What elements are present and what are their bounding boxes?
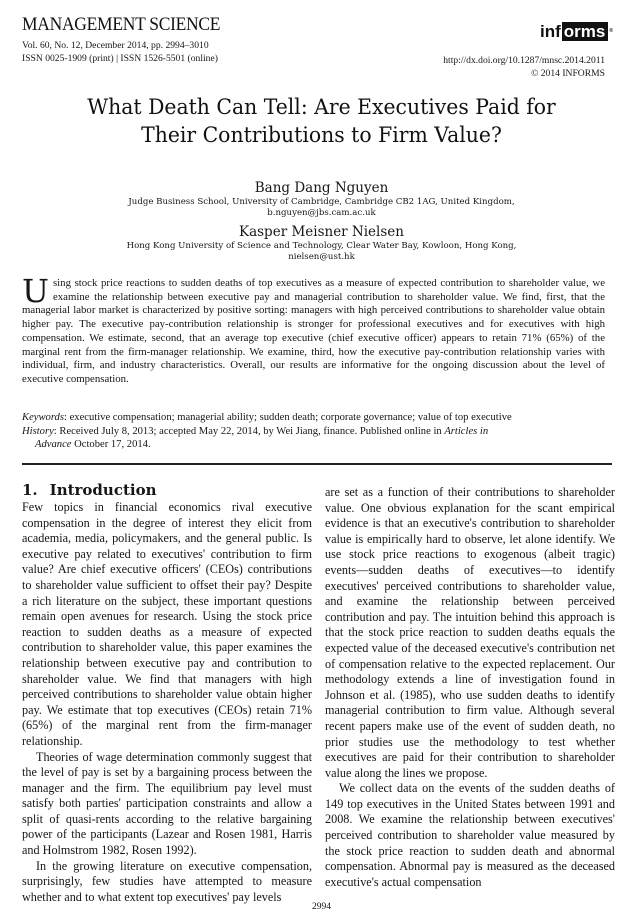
abstract-text: sing stock price reactions to sudden deaths of top executives as a measure of expected contribution to shareholder value, we examine the relationship between executive pay and managerial contribution to shareholder value. We find, first, that the managerial labor market is characterized by positive sorting: managers with high perceived contributions to shareholder value obtain higher pay. The executive pay-contribution relationship is stronger for professional executives and for executives with high compensation. We estimate, second, that an average top executive (chief executive officer) appears to retain 71% (65%) of the marginal rent from the firm-manager relationship. We examine, third, how the executive pay-contribution relationship varies with individual, firm, and industry characteristics. Overall, our results are informative for the ongoing discussion about the level of executive compensation.: [22, 277, 605, 385]
logo-text-right: orms: [562, 22, 609, 41]
registered-mark: ®: [609, 28, 614, 34]
keywords-text: : executive compensation; managerial ability; sudden death; corporate governance; value of top executive: [63, 412, 512, 423]
author-email[interactable]: nielsen@ust.hk: [288, 252, 355, 262]
publication-info: [22, 40, 218, 65]
journal-name: MANAGEMENT SCIENCE: [22, 14, 221, 35]
history-label: History: [22, 425, 54, 437]
history-italic-2: Advance: [35, 439, 72, 450]
paragraph: In the growing literature on executive compensation, surprisingly, few studies have attempted to measure whether and to what extent top executives' pay levels: [22, 858, 312, 904]
paragraph: Theories of wage determination commonly suggest that the level of pay is set by a bargaining process between the manager and the firm. The equilibrium pay level must satisfy both parties' participation constraints and allow a split of quasi-rents according to the relative bargaining power of the participants (Lazear and Rosen 1981, Harris and Holmstrom 1982, Rosen 1992).: [22, 749, 312, 858]
history-italic-1: Articles in: [444, 425, 489, 437]
author-name: Bang Dang Nguyen: [254, 180, 389, 196]
paragraph: Few topics in financial economics rival executive compensation in the degree of interest they elicit from academia, media, policymakers, and the general public. Is executive pay related to executives' contribution to firm value? Are chief executive officers' (CEOs) contributions to shareholder value sufficient to offset their pay? Despite a rich literature on the subject, these important questions remain open avenues for research. Using the stock price reaction to sudden deaths as a measure of expected contribution to shareholder value, this paper examines the relationship between executive pay and contribution to shareholder value. We find that managers with high perceived contributions to shareholder value obtain higher pay. We estimate that top executives (CEOs) retain 71% (65%) of the marginal rent from the firm-manager relationship.: [22, 500, 312, 748]
history-end: October 17, 2014.: [71, 439, 151, 450]
history-text: : Received July 8, 2013; accepted May 22, 2014, by Wei Jiang, finance. Published online in: [53, 425, 445, 437]
page-number: 2994: [312, 902, 331, 912]
author-affiliation: Hong Kong University of Science and Technology, Clear Water Bay, Kowloon, Hong Kong,: [126, 241, 517, 251]
doi-link[interactable]: http://dx.doi.org/10.1287/mnsc.2014.2011: [443, 55, 605, 66]
author-name: Kasper Meisner Nielsen: [239, 224, 404, 240]
author-email[interactable]: b.nguyen@jbs.cam.ac.uk: [267, 208, 376, 218]
doi-block: [443, 55, 605, 80]
informs-logo: [540, 22, 613, 41]
keywords-label: Keywords: [22, 412, 64, 423]
section-title: Introduction: [49, 481, 157, 499]
section-heading: [22, 482, 312, 499]
paragraph: We collect data on the events of the sudden deaths of 149 top executives in the United States between 1991 and 2008. We examine the relationship between executives' perceived contribution to shareholder value measured by the stock price reaction to sudden death and abnormal compensation. Abnormal pay is measured as the deceased executive's actual compensation: [325, 781, 615, 889]
paper-title: [10, 93, 634, 149]
left-column: [22, 482, 312, 905]
author-affiliation: Judge Business School, University of Cambridge, Cambridge CB2 1AG, United Kingdom,: [128, 197, 515, 207]
issn: ISSN 0025-1909 (print) | ISSN 1526-5501 (online): [22, 52, 218, 64]
author-2: [0, 224, 643, 263]
logo-text-left: inf: [540, 22, 561, 41]
abstract: [22, 272, 605, 387]
history-line: [22, 425, 605, 439]
section-divider: [22, 463, 612, 465]
copyright: © 2014 INFORMS: [531, 67, 605, 79]
title-line-2: Their Contributions to Firm Value?: [141, 123, 502, 147]
paragraph: are set as a function of their contributions to shareholder value. One obvious explanation for the scant empirical evidence is that an executive's contribution to shareholder value is empirically hard to observe, let alone identify. We use stock price reactions to exogenous (albeit tragic) events—sudden deaths of executives—to identify executives' perceived contributions to shareholder value, and examine the relationship between perceived contribution and pay. The intuition behind this approach is that the stock price reaction to sudden deaths equals the expected value of the deceased executive's contribution net of compensation relative to the expected replacement. Our methodology extends a line of investigation found in Johnson et al. (1985), who use sudden deaths to identify managerial contribution to firm value. Although several recent papers make use of the event of sudden death, no prior studies use the methodology to test whether executives are paid for their contribution to shareholder value along the lines we propose.: [325, 485, 615, 780]
title-line-1: What Death Can Tell: Are Executives Paid for: [87, 95, 556, 119]
abstract-dropcap: U: [22, 272, 49, 310]
keywords-line: [22, 411, 605, 425]
section-number: 1.: [22, 481, 38, 499]
history-line-2: [22, 438, 605, 452]
author-1: [0, 180, 643, 219]
keywords-history: [22, 411, 605, 452]
right-column: [325, 485, 615, 890]
volume-info: Vol. 60, No. 12, December 2014, pp. 2994–3010: [22, 40, 209, 51]
